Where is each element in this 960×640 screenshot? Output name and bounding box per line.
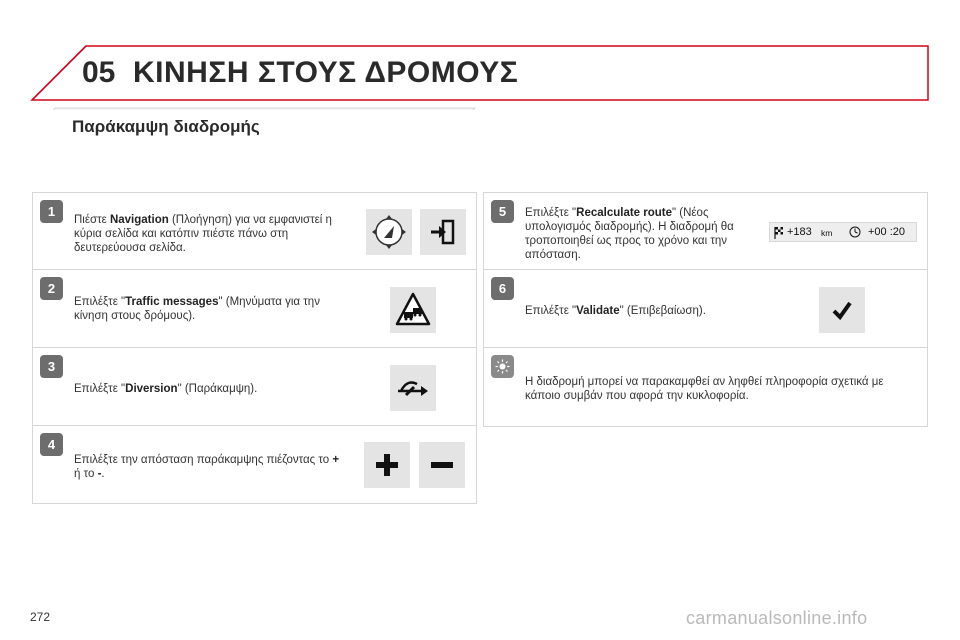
step-badge-1: 1 — [40, 200, 63, 223]
step-5 — [484, 193, 927, 270]
step-4-text: Επιλέξτε την απόσταση παράκαμψης πιέζοντας το + ή το -. — [74, 454, 340, 480]
diversion-button[interactable] — [390, 365, 436, 411]
lightbulb-icon — [495, 359, 510, 374]
chapter-number: 05 — [82, 56, 116, 89]
plus-icon — [374, 452, 400, 478]
step-3-text: Επιλέξτε "Diversion" (Παράκαμψη). — [74, 383, 258, 395]
step-6-text: Επιλέξτε "Validate" (Επιβεβαίωση). — [525, 305, 706, 317]
step-2 — [33, 270, 476, 348]
step-badge-2: 2 — [40, 277, 63, 300]
validate-label: Validate — [576, 305, 620, 317]
traffic-messages-label: Traffic messages — [125, 296, 219, 308]
navigation-dial-icon — [369, 212, 409, 252]
checkered-flag-icon — [774, 226, 784, 239]
right-steps-panel — [483, 192, 928, 427]
route-info-bar — [769, 222, 917, 242]
step-badge-3: 3 — [40, 355, 63, 378]
route-distance-unit: km — [821, 228, 833, 238]
recalculate-route-label: Recalculate route — [576, 207, 673, 219]
traffic-messages-icon — [394, 291, 432, 329]
step-badge-6: 6 — [491, 277, 514, 300]
clock-icon — [849, 226, 861, 238]
tip-text: Η διαδρομή μπορεί να παρακαμφθεί αν ληφθεί πληροφορία σχετικά με κάποιο συμβάν που αφορά την κυκλοφορία. — [525, 376, 884, 402]
left-steps-panel — [32, 192, 477, 504]
diversion-icon — [395, 373, 431, 403]
step-6 — [484, 270, 927, 348]
secondary-page-button[interactable] — [420, 209, 466, 255]
step-1-text: Πιέστε Navigation (Πλοήγηση) για να εμφανιστεί η κύρια σελίδα και κατόπιν πιέστε πάνω στη δευτερεύουσα σελίδα. — [74, 214, 332, 254]
secondary-page-icon — [428, 217, 458, 247]
checkmark-icon — [831, 299, 853, 321]
validate-button[interactable] — [819, 287, 865, 333]
diversion-label: Diversion — [125, 383, 178, 395]
route-distance: +183 — [787, 226, 812, 238]
tip-note — [484, 348, 927, 427]
route-time: +00 :20 — [868, 226, 906, 238]
step-badge-4: 4 — [40, 433, 63, 456]
page-number: 272 — [30, 610, 51, 624]
step-5-text: Επιλέξτε "Recalculate route" (Νέος υπολογισμός διαδρομής). Η διαδρομή θα τροποποιηθεί ως προς το χρόνο και την απόσταση. — [525, 207, 734, 261]
minus-icon — [429, 452, 455, 478]
watermark: carmanualsonline.info — [686, 608, 868, 628]
traffic-messages-button[interactable] — [390, 287, 436, 333]
section-title: Παράκαμψη διαδρομής — [72, 117, 260, 136]
navigation-label: Navigation — [109, 214, 169, 226]
header-frame — [0, 0, 960, 110]
navigation-dial-button[interactable] — [366, 209, 412, 255]
chapter-title: ΚΙΝΗΣΗ ΣΤΟΥΣ ΔΡΟΜΟΥΣ — [133, 56, 519, 89]
increase-distance-button[interactable] — [364, 442, 410, 488]
step-1 — [33, 193, 476, 270]
tip-badge — [491, 355, 514, 378]
decrease-distance-button[interactable] — [419, 442, 465, 488]
step-2-text: Επιλέξτε "Traffic messages" (Μηνύματα για την κίνηση στους δρόμους). — [74, 296, 320, 322]
step-badge-5: 5 — [491, 200, 514, 223]
step-4 — [33, 426, 476, 504]
step-3 — [33, 348, 476, 426]
